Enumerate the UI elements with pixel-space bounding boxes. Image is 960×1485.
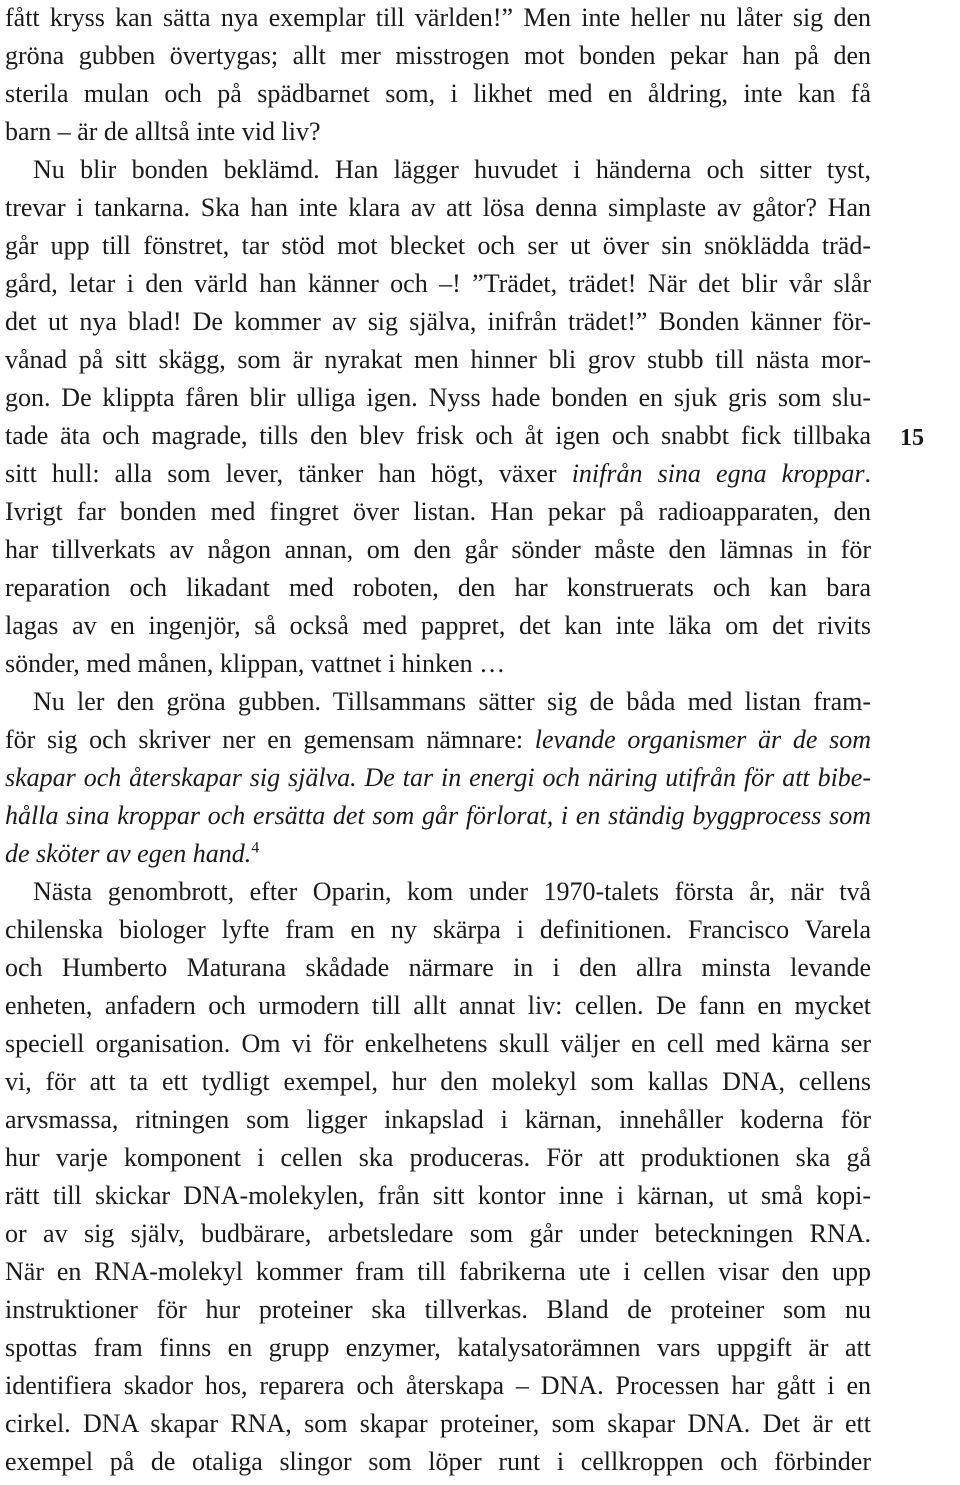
text-line: or av sig själv, budbärare, arbetsledare som går under beteckningen RNA. — [5, 1219, 871, 1248]
text-line: det ut nya blad! De kommer av sig själva, inifrån trädet!” Bonden känner för- — [5, 307, 871, 336]
text-line: har tillverkats av någon annan, om den går sönder måste den lämnas in för — [5, 535, 871, 564]
text-span: sitt hull: alla som lever, tänker han högt, växer — [5, 459, 572, 488]
footnote-marker: 4 — [251, 839, 260, 857]
text-line: rätt till skickar DNA-molekylen, från sitt kontor inne i kärnan, ut små kopi- — [5, 1181, 871, 1210]
text-line — [5, 839, 871, 869]
text-line: Nu blir bonden beklämd. Han lägger huvudet i händerna och sitter tyst, — [33, 155, 871, 184]
text-line: reparation och likadant med roboten, den har konstruerats och kan bara — [5, 573, 871, 602]
text-line: spottas fram finns en grupp enzymer, katalysatorämnen vars uppgift är att — [5, 1333, 871, 1362]
text-line: fått kryss kan sätta nya exemplar till världen!” Men inte heller nu låter sig den — [5, 3, 871, 32]
italic-span: de sköter av egen hand. — [5, 839, 252, 868]
text-line: När en RNA-molekyl kommer fram till fabrikerna ute i cellen visar den upp — [5, 1257, 871, 1286]
text-span: för sig och skriver ner en gemensam nämnare: — [5, 725, 535, 754]
text-line: exempel på de otaliga slingor som löper runt i cellkroppen och förbinder — [5, 1447, 871, 1476]
text-line: barn – är de alltså inte vid liv? — [5, 117, 321, 146]
text-line: trevar i tankarna. Ska han inte klara av att lösa denna simplaste av gåtor? Han — [5, 193, 871, 222]
italic-span: levande organismer är de som — [534, 725, 871, 754]
text-line — [5, 459, 871, 489]
text-line: speciell organisation. Om vi för enkelhetens skull väljer en cell med kärna ser — [5, 1029, 871, 1058]
text-line: hålla sina kroppar och ersätta det som går förlorat, i en ständig byggprocess som — [5, 801, 871, 830]
text-line: gård, letar i den värld han känner och –! ”Trädet, trädet! När det blir vår slår — [5, 269, 871, 298]
text-line: arvsmassa, ritningen som ligger inkapslad i kärnan, innehåller koderna för — [5, 1105, 871, 1134]
text-line: sönder, med månen, klippan, vattnet i hinken … — [5, 649, 506, 678]
text-line: Nu ler den gröna gubben. Tillsammans sätter sig de båda med listan fram- — [33, 687, 871, 716]
text-line: Ivrigt far bonden med fingret över listan. Han pekar på radioapparaten, den — [5, 497, 871, 526]
text-line: vånad på sitt skägg, som är nyrakat men hinner bli grov stubb till nästa mor- — [5, 345, 871, 374]
text-line: identifiera skador hos, reparera och återskapa – DNA. Processen har gått i en — [5, 1371, 871, 1400]
text-line: hur varje komponent i cellen ska produceras. För att produktionen ska gå — [5, 1143, 871, 1172]
text-line: går upp till fönstret, tar stöd mot blecket och ser ut över sin snöklädda träd- — [5, 231, 871, 260]
text-line: tade äta och magrade, tills den blev frisk och åt igen och snabbt fick tillbaka — [5, 421, 871, 450]
text-line: vi, för att ta ett tydligt exempel, hur den molekyl som kallas DNA, cellens — [5, 1067, 871, 1096]
page-number: 15 — [900, 425, 924, 451]
text-line: Nästa genombrott, efter Oparin, kom under 1970-talets första år, när två — [33, 877, 871, 906]
text-line: chilenska biologer lyfte fram en ny skärpa i definitionen. Francisco Varela — [5, 915, 871, 944]
italic-span: inifrån sina egna kroppar — [571, 459, 865, 488]
text-line — [5, 725, 871, 755]
text-line: enheten, anfadern och urmodern till allt annat liv: cellen. De fann en mycket — [5, 991, 871, 1020]
text-line: gon. De klippta fåren blir ulliga igen. Nyss hade bonden en sjuk gris som slu- — [5, 383, 871, 412]
text-line: gröna gubben övertygas; allt mer misstrogen mot bonden pekar han på den — [5, 41, 871, 70]
text-line: cirkel. DNA skapar RNA, som skapar proteiner, som skapar DNA. Det är ett — [5, 1409, 871, 1438]
text-line: och Humberto Maturana skådade närmare in i den allra minsta levande — [5, 953, 871, 982]
text-span: . — [864, 459, 871, 488]
text-line: sterila mulan och på spädbarnet som, i likhet med en åldring, inte kan få — [5, 79, 871, 108]
text-line: instruktioner för hur proteiner ska tillverkas. Bland de proteiner som nu — [5, 1295, 871, 1324]
text-line: skapar och återskapar sig själva. De tar in energi och näring utifrån för att bibe- — [5, 763, 871, 792]
text-line: lagas av en ingenjör, så också med pappret, det kan inte läka om det rivits — [5, 611, 871, 640]
